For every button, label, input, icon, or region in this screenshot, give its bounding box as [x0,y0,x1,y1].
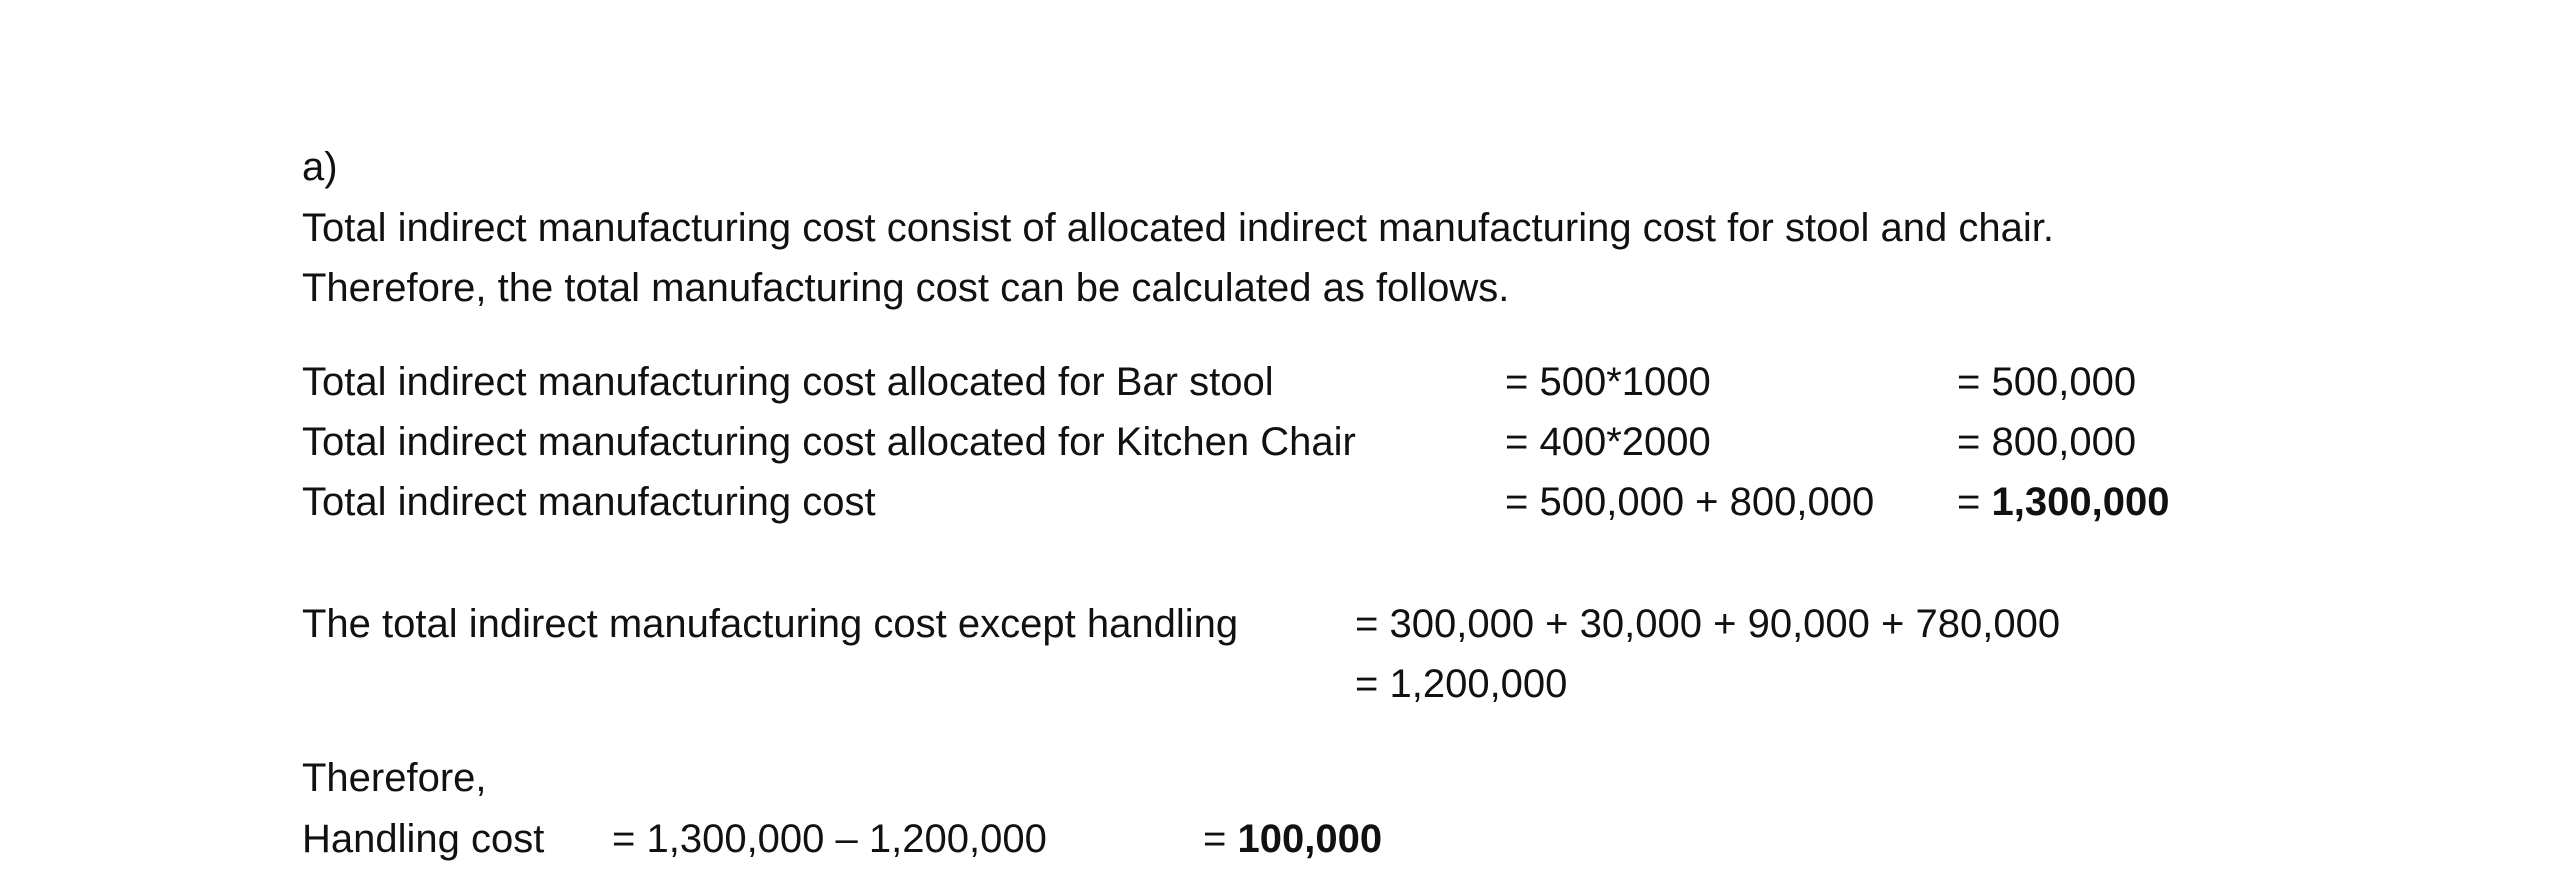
handling-cost-formula: = 1,300,000 – 1,200,000 [612,817,1047,861]
bar-stool-result: = 500,000 [1957,360,2137,404]
handling-cost-result-prefix: = [1203,817,1238,861]
handling-cost-label: Handling cost [302,817,545,861]
total-indirect-result-prefix: = [1957,480,1992,524]
handling-cost-result [1203,815,1382,863]
total-indirect-result [1957,478,2169,526]
bar-stool-label: Total indirect manufacturing cost allocated for Bar stool [302,360,1274,404]
therefore-label: Therefore, [302,756,487,800]
part-label: a) [302,145,338,189]
kitchen-chair-result: = 800,000 [1957,420,2137,464]
total-indirect-result-value: 1,300,000 [1991,480,2170,524]
intro-line-1: Total indirect manufacturing cost consist of allocated indirect manufacturing cost for stool and chair. [302,206,2055,250]
intro-line-2: Therefore, the total manufacturing cost can be calculated as follows. [302,266,1510,310]
except-handling-label: The total indirect manufacturing cost except handling [302,602,1239,646]
kitchen-chair-formula: = 400*2000 [1505,420,1711,464]
except-handling-result: = 1,200,000 [1355,662,1568,706]
kitchen-chair-label: Total indirect manufacturing cost allocated for Kitchen Chair [302,420,1356,464]
total-indirect-label: Total indirect manufacturing cost [302,480,876,524]
handling-cost-result-value: 100,000 [1237,817,1383,861]
total-indirect-formula: = 500,000 + 800,000 [1505,480,1875,524]
except-handling-formula: = 300,000 + 30,000 + 90,000 + 780,000 [1355,602,2061,646]
bar-stool-formula: = 500*1000 [1505,360,1711,404]
